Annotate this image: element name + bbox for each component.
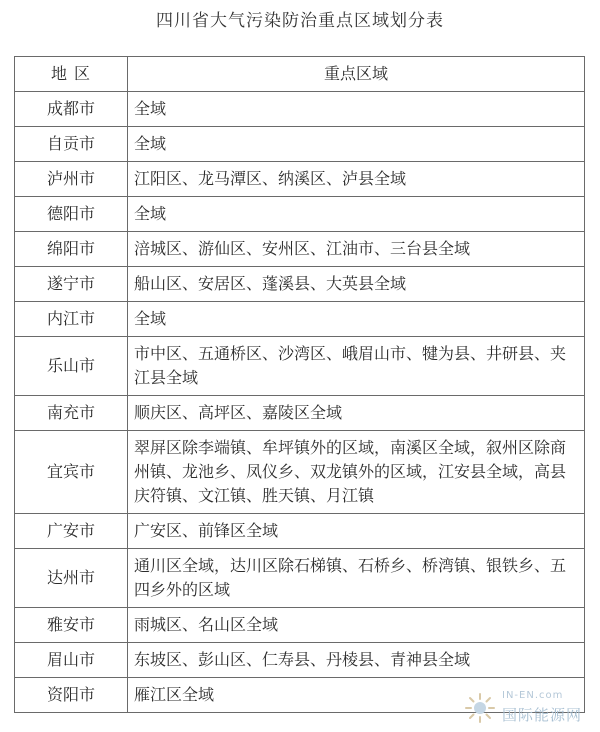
area-cell: 市中区、五通桥区、沙湾区、峨眉山市、犍为县、井研县、夹江县全域 [128,337,585,396]
header-region: 地 区 [15,57,128,92]
city-cell: 德阳市 [15,197,128,232]
table-row [15,162,585,197]
regions-table [14,56,585,713]
area-cell: 江阳区、龙马潭区、纳溪区、泸县全域 [128,162,585,197]
city-cell: 内江市 [15,302,128,337]
table-row [15,232,585,267]
in-en-logo-icon [464,692,496,724]
area-cell: 通川区全域，达川区除石梯镇、石桥乡、桥湾镇、银铁乡、五四乡外的区域 [128,549,585,608]
area-cell: 顺庆区、高坪区、嘉陵区全域 [128,396,585,431]
city-cell: 资阳市 [15,678,128,713]
city-cell: 遂宁市 [15,267,128,302]
city-cell: 自贡市 [15,127,128,162]
watermark [464,688,592,728]
table-row [15,549,585,608]
page-title: 四川省大气污染防治重点区域划分表 [156,11,444,31]
table-row [15,267,585,302]
table-row [15,514,585,549]
table-row [15,643,585,678]
area-cell: 全域 [128,92,585,127]
area-cell: 涪城区、游仙区、安州区、江油市、三台县全域 [128,232,585,267]
city-cell: 成都市 [15,92,128,127]
table-row [15,92,585,127]
area-cell: 东坡区、彭山区、仁寿县、丹棱县、青神县全域 [128,643,585,678]
city-cell: 南充市 [15,396,128,431]
city-cell: 乐山市 [15,337,128,396]
table-row [15,337,585,396]
area-cell: 广安区、前锋区全域 [128,514,585,549]
city-cell: 广安市 [15,514,128,549]
table-row [15,197,585,232]
table-row [15,302,585,337]
area-cell: 船山区、安居区、蓬溪县、大英县全域 [128,267,585,302]
area-cell: 翠屏区除李端镇、牟坪镇外的区域，南溪区全域，叙州区除商州镇、龙池乡、凤仪乡、双龙镇外的区域，江安县全域，高县庆符镇、文江镇、胜天镇、月江镇 [128,431,585,514]
area-cell: 雨城区、名山区全域 [128,608,585,643]
city-cell: 雅安市 [15,608,128,643]
area-cell: 雁江区全域 [128,678,585,713]
area-cell: 全域 [128,197,585,232]
watermark-en: IN-EN.com [502,690,564,701]
area-cell: 全域 [128,127,585,162]
watermark-cn: 国际能源网 [502,706,583,724]
city-cell: 泸州市 [15,162,128,197]
area-cell: 全域 [128,302,585,337]
city-cell: 达州市 [15,549,128,608]
table-row [15,396,585,431]
table-row [15,608,585,643]
city-cell: 绵阳市 [15,232,128,267]
header-key-area: 重点区域 [128,57,585,92]
table-row [15,431,585,514]
city-cell: 宜宾市 [15,431,128,514]
table-row [15,127,585,162]
table-header-row [15,57,585,92]
city-cell: 眉山市 [15,643,128,678]
